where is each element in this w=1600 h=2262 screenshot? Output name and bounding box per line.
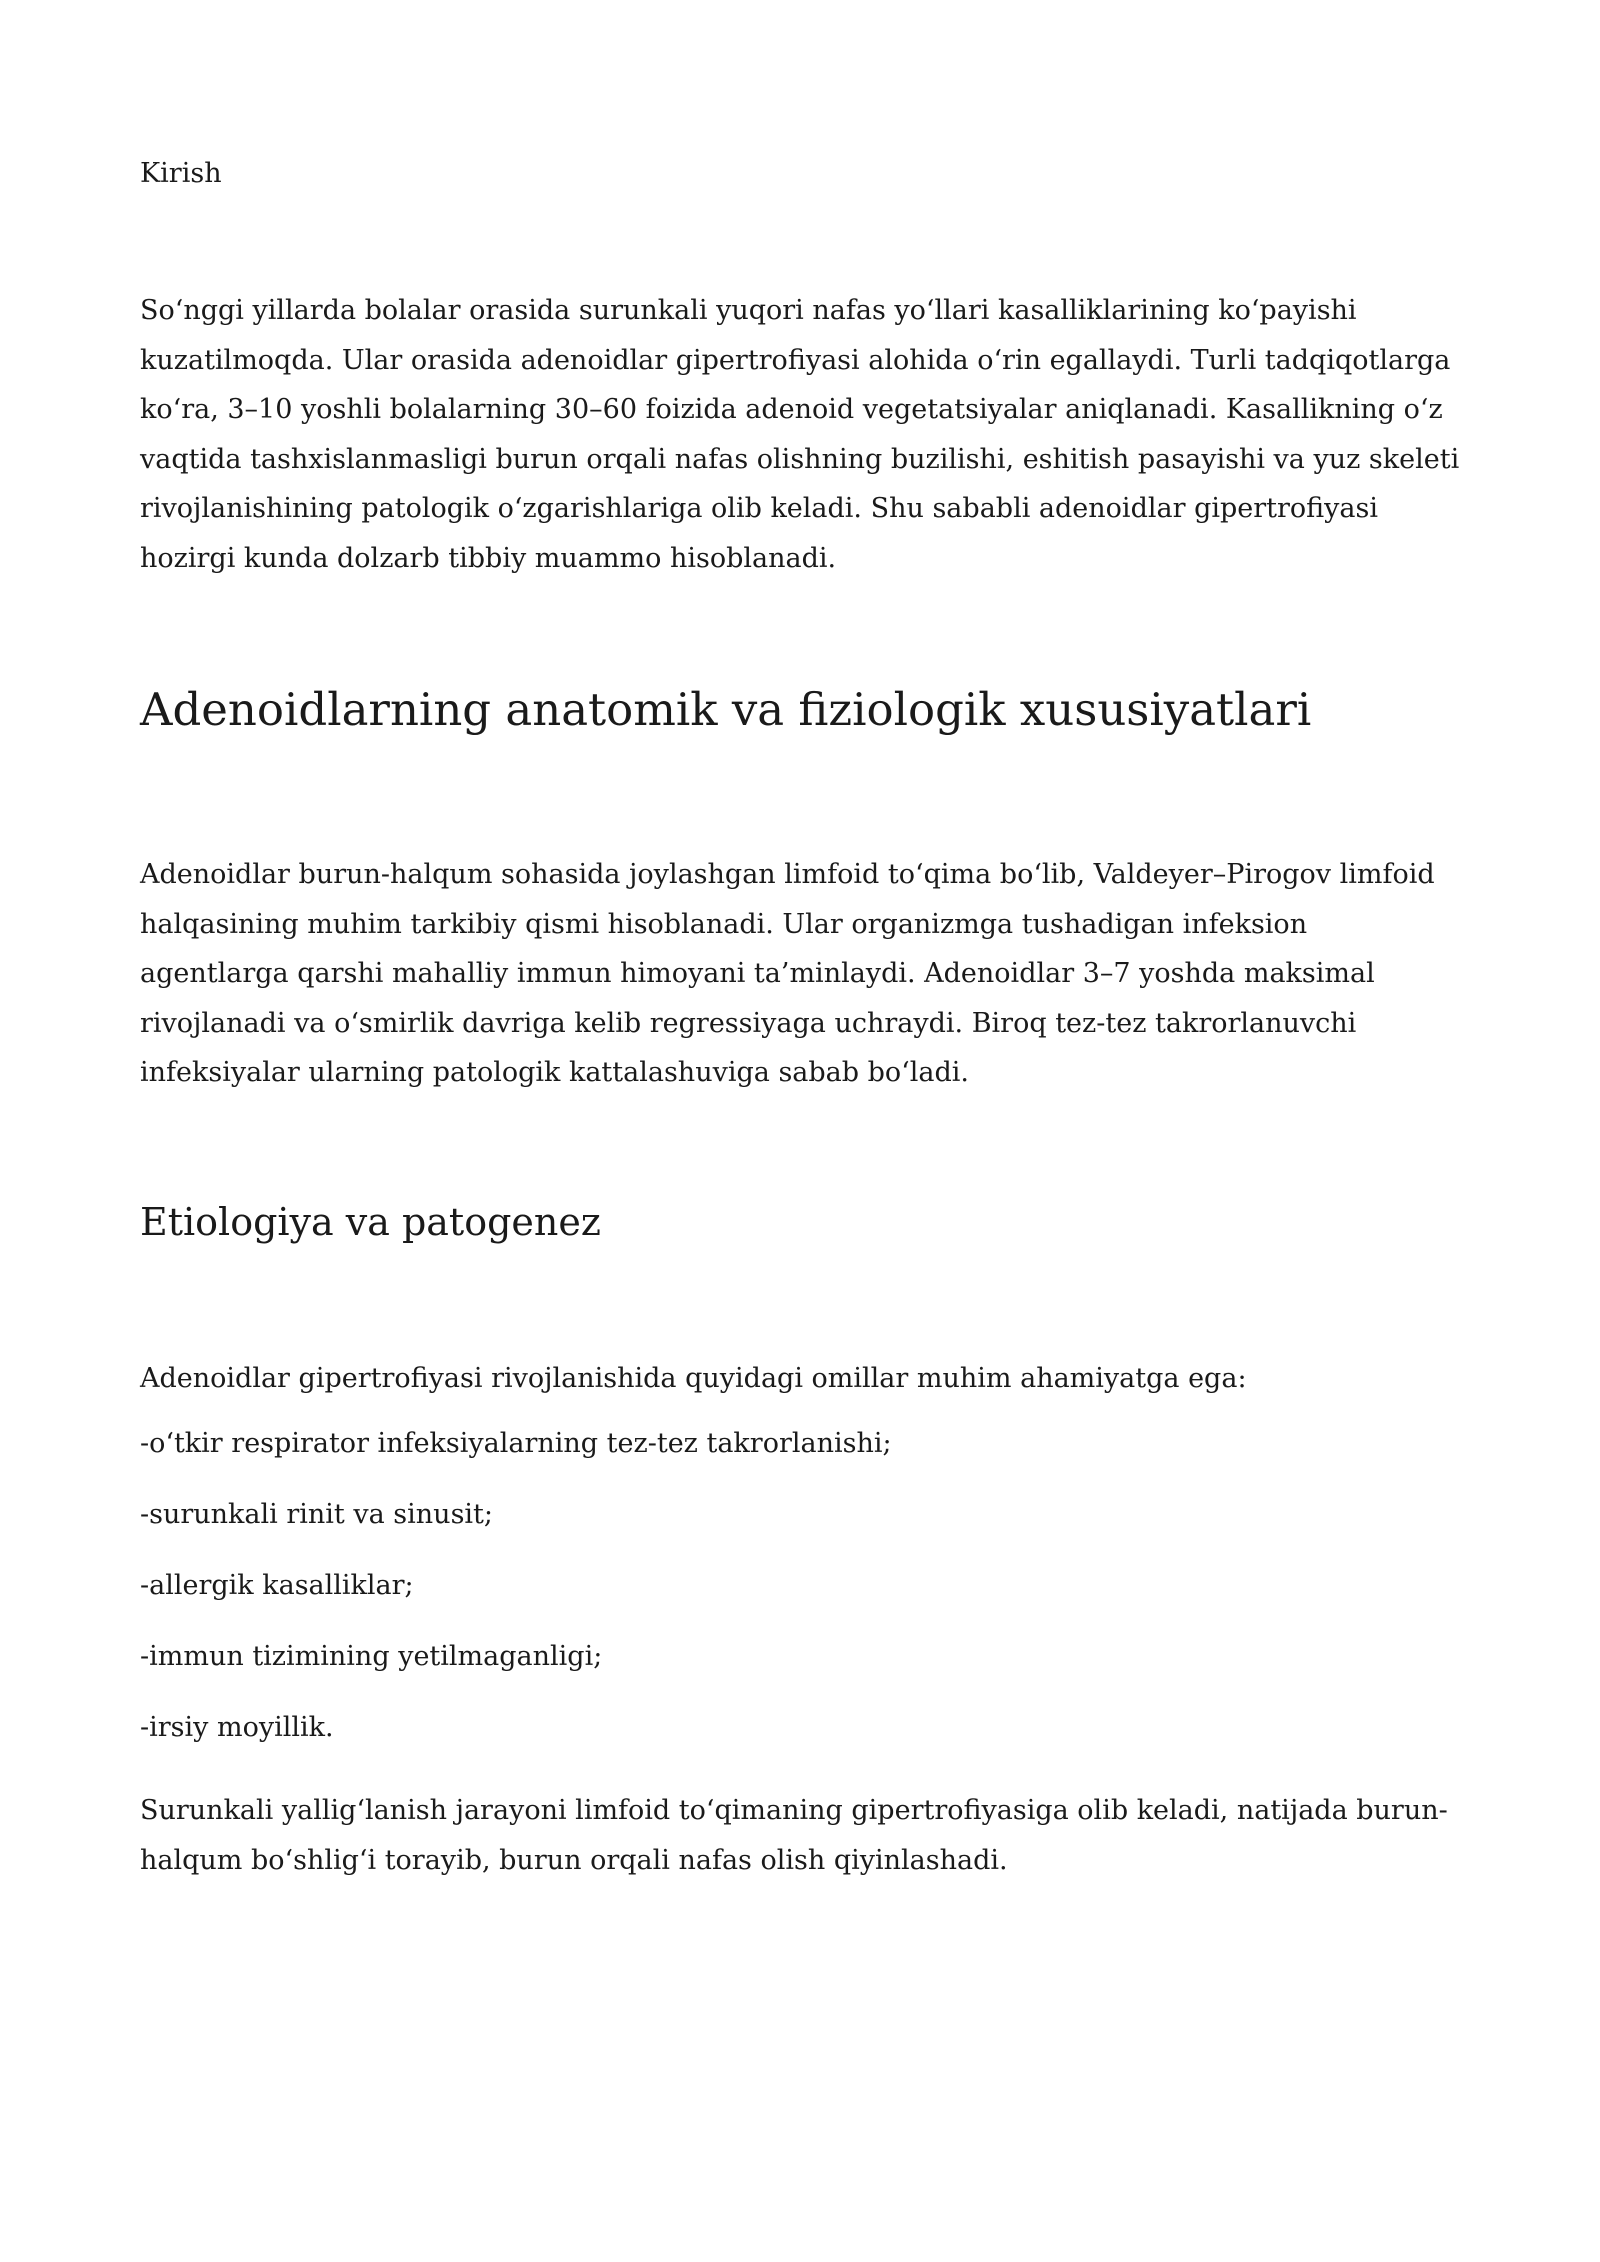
risk-factor-list	[140, 1426, 1460, 1781]
section-heading-etiology: Etiologiya va patogenez	[140, 1200, 601, 1244]
list-item: -allergik kasalliklar;	[140, 1570, 414, 1601]
list-item: -irsiy moyillik.	[140, 1712, 334, 1743]
anatomy-paragraph: Adenoidlar burun-halqum sohasida joylashgan limfoid to‘qima bo‘lib, Valdeyer–Pirogov limfoid halqasining muhim tarkibiy qismi hisoblanadi. Ular organizmga tushadigan infeksion agentlarga qarshi mahalliy immun himoyani ta’minlaydi. Adenoidlar 3–7 yoshda maksimal rivojlanadi va o‘smirlik davriga kelib regressiyaga uchraydi. Biroq tez-tez takrorlanuvchi infeksiyalar ularning patologik kattalashuviga sabab bo‘ladi.	[140, 859, 1435, 1088]
list-item: -o‘tkir respirator infeksiyalarning tez-tez takrorlanishi;	[140, 1428, 892, 1459]
list-item: -immun tizimining yetilmaganligi;	[140, 1641, 603, 1672]
section-heading-anatomy: Adenoidlarning anatomik va fiziologik xususiyatlari	[140, 683, 1312, 736]
intro-label: Kirish	[140, 158, 222, 189]
list-item: -surunkali rinit va sinusit;	[140, 1499, 494, 1530]
etiology-conclusion: Surunkali yallig‘lanish jarayoni limfoid to‘qimaning gipertrofiyasiga olib keladi, natijada burun-halqum bo‘shlig‘i torayib, burun orqali nafas olish qiyinlashadi.	[140, 1795, 1448, 1876]
etiology-lead: Adenoidlar gipertrofiyasi rivojlanishida quyidagi omillar muhim ahamiyatga ega:	[140, 1363, 1247, 1394]
intro-paragraph: So‘nggi yillarda bolalar orasida surunkali yuqori nafas yo‘llari kasalliklarining ko‘payishi kuzatilmoqda. Ular orasida adenoidlar gipertrofiyasi alohida o‘rin egallaydi. Turli tadqiqotlarga ko‘ra, 3–10 yoshli bolalarning 30–60 foizida adenoid vegetatsiyalar aniqlanadi. Kasallikning o‘z vaqtida tashxislanmasligi burun orqali nafas olishning buzilishi, eshitish pasayishi va yuz skeleti rivojlanishining patologik o‘zgarishlariga olib keladi. Shu sababli adenoidlar gipertrofiyasi hozirgi kunda dolzarb tibbiy muammo hisoblanadi.	[140, 295, 1460, 574]
